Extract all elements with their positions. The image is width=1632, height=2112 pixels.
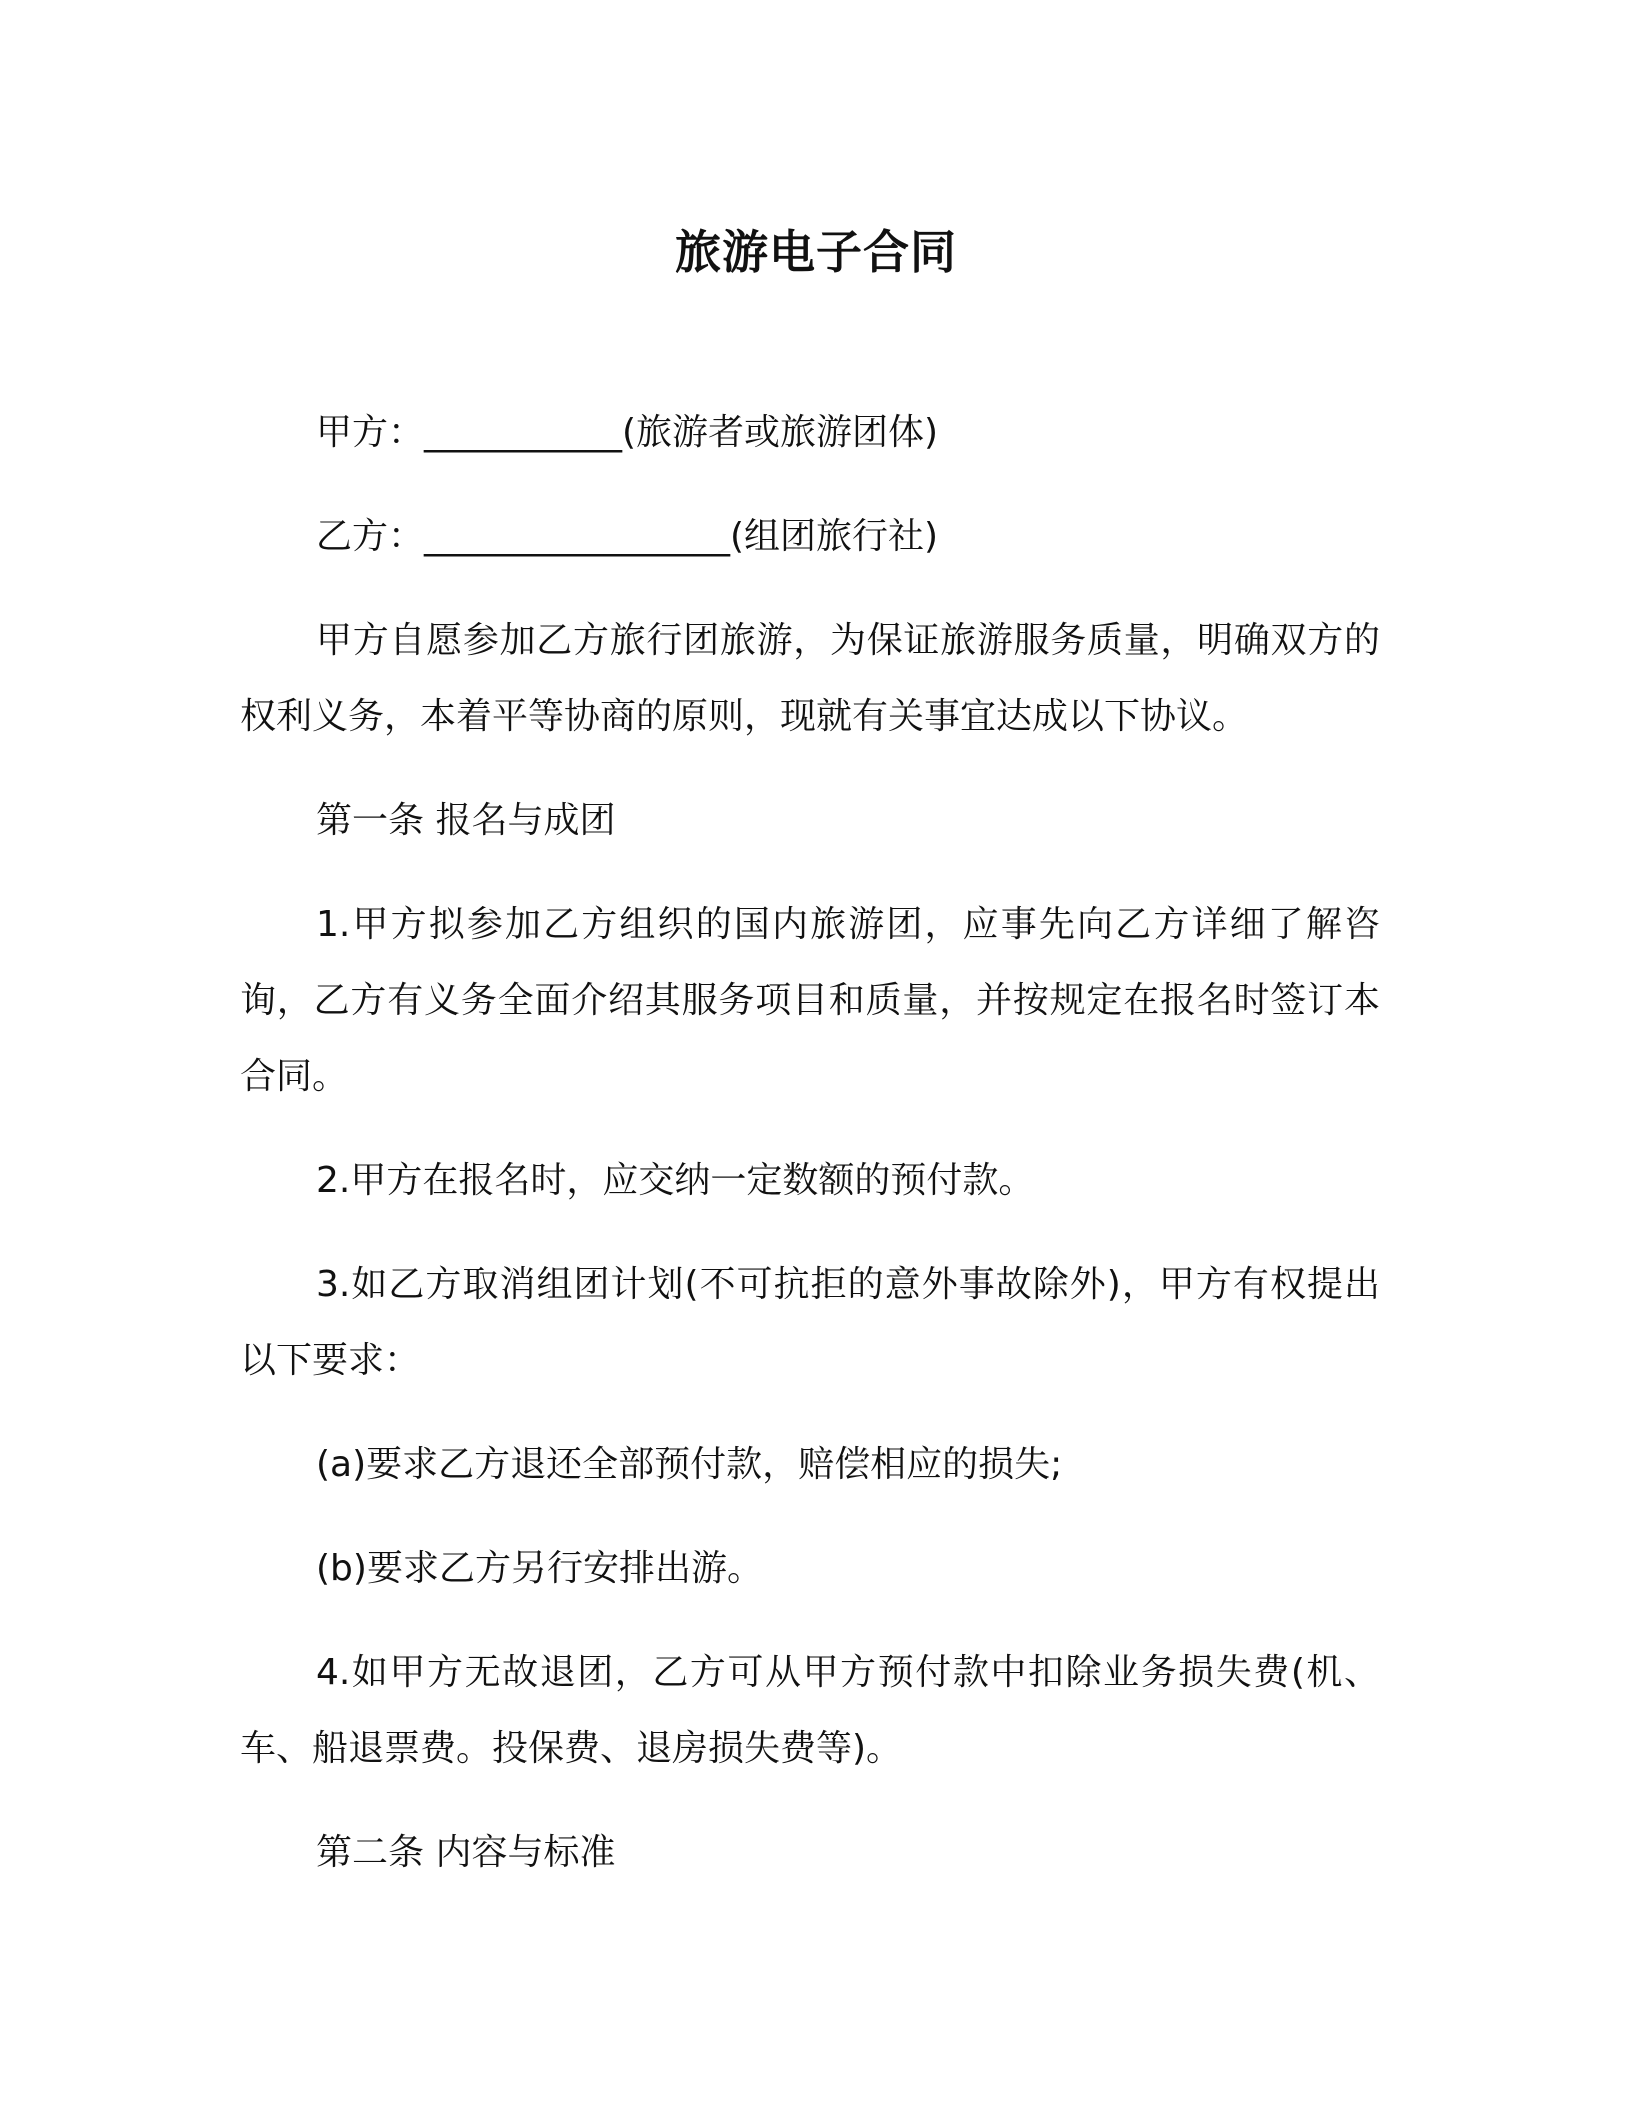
clause-1-1: 1.甲方拟参加乙方组织的国内旅游团，应事先向乙方详细了解咨询，乙方有义务全面介绍其服务项目和质量，并按规定在报名时签订本合同。 xyxy=(240,904,1380,1097)
party-a-line: 甲方：___________(旅游者或旅游团体) xyxy=(316,412,939,453)
party-b-line: 乙方：_________________(组团旅行社) xyxy=(316,516,939,557)
clause-1-2: 2.甲方在报名时，应交纳一定数额的预付款。 xyxy=(316,1160,1035,1201)
preamble-paragraph: 甲方自愿参加乙方旅行团旅游，为保证旅游服务质量，明确双方的权利义务，本着平等协商的原则，现就有关事宜达成以下协议。 xyxy=(240,620,1380,737)
article-2-heading: 第二条 内容与标准 xyxy=(316,1832,616,1873)
article-1-heading: 第一条 报名与成团 xyxy=(316,800,616,841)
clause-1-3-b: (b)要求乙方另行安排出游。 xyxy=(316,1548,763,1589)
clause-1-3: 3.如乙方取消组团计划(不可抗拒的意外事故除外)，甲方有权提出以下要求： xyxy=(240,1264,1380,1381)
document-body xyxy=(240,395,1380,1919)
clause-1-4: 4.如甲方无故退团，乙方可从甲方预付款中扣除业务损失费(机、车、船退票费。投保费、退房损失费等)。 xyxy=(240,1652,1380,1769)
clause-1-3-a: (a)要求乙方退还全部预付款，赔偿相应的损失; xyxy=(316,1444,1063,1485)
document-title: 旅游电子合同 xyxy=(675,225,957,279)
